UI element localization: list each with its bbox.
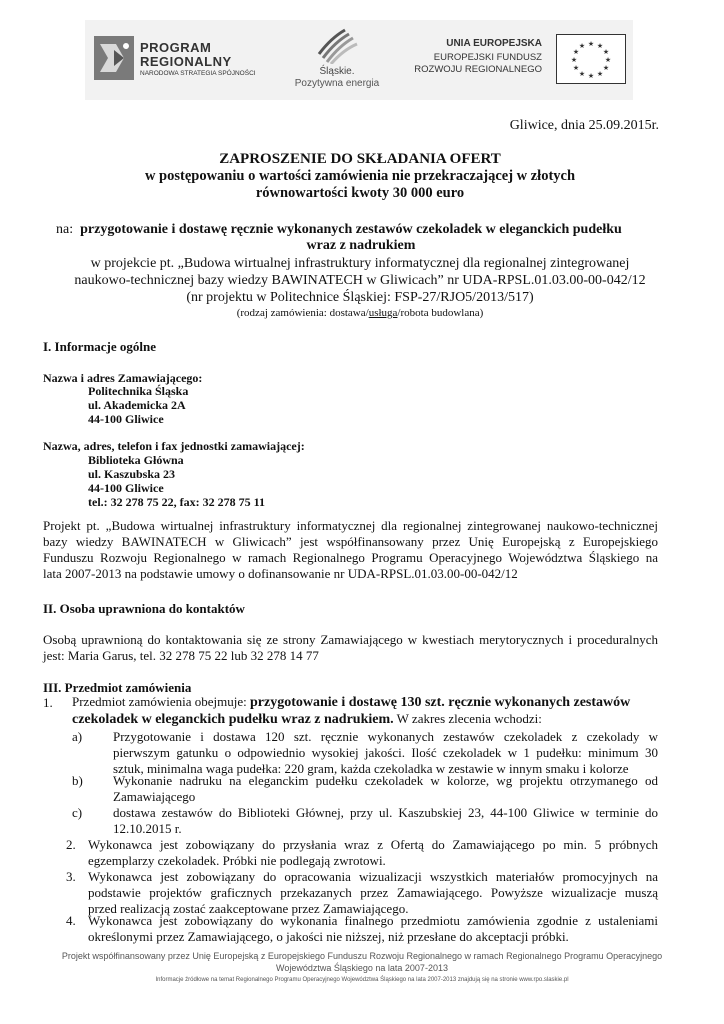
eu-flag-icon <box>556 34 626 84</box>
slaskie-line2: Pozytywna energia <box>294 78 380 89</box>
project-paragraph <box>43 518 658 582</box>
item1-bold2: czekoladek w eleganckich pudełku wraz z nadrukiem. <box>72 712 394 727</box>
svg-text:★: ★ <box>570 56 578 64</box>
program-logo-line2: REGIONALNY <box>140 54 232 69</box>
sub-a-line: Przygotowanie i dostawa 120 szt. ręcznie wykonanych zestawów czekoladek z czekolady w <box>113 729 658 744</box>
svg-text:★: ★ <box>578 42 586 50</box>
project-line1: w projekcie pt. „Budowa wirtualnej infrastruktury informatycznej dla regionalnej zintegrowanej <box>90 256 630 271</box>
date-line: Gliwice, dnia 25.09.2015r. <box>509 118 659 133</box>
program-logo-line3: NARODOWA STRATEGIA SPÓJNOŚCI <box>140 70 256 77</box>
svg-text:★: ★ <box>596 70 604 78</box>
svg-text:★: ★ <box>587 40 595 48</box>
sub-b-letter: b) <box>72 773 83 788</box>
title-line1: ZAPROSZENIE DO SKŁADANIA OFERT <box>219 151 501 167</box>
footer <box>20 950 704 985</box>
sub-b-text <box>113 773 658 805</box>
contact-paragraph <box>43 632 658 664</box>
svg-text:★: ★ <box>572 64 580 72</box>
item3-line: podstawie projektów graficznych przekazanych przez Zamawiającego. Powyższe wizualizacje muszą <box>88 885 658 900</box>
slaskie-logo <box>282 24 392 92</box>
ordering-party-address <box>88 384 188 426</box>
item4-line: określonymi przez Zamawiającego, o jakości nie niższej, niż przesłane do akceptacji próbki. <box>88 929 569 944</box>
sub-b-line: Wykonanie nadruku na eleganckim pudełku czekoladek w kolorze, wg projektu otrzymanego od <box>113 773 658 788</box>
section3-heading: III. Przedmiot zamówienia <box>43 680 192 695</box>
item1-line1 <box>72 693 662 711</box>
subject-line2: wraz z nadrukiem <box>306 238 416 253</box>
svg-text:★: ★ <box>602 48 610 56</box>
sub-c-letter: c) <box>72 805 83 820</box>
order-type-suffix: /robota budowlana) <box>397 307 484 319</box>
svg-text:★: ★ <box>602 64 610 72</box>
footer-line2: Województwa Śląskiego na lata 2007-2013 <box>276 963 448 973</box>
item1-line2 <box>72 710 662 728</box>
sub-a-text <box>113 729 658 777</box>
paragraph-line: bazy wiedzy BAWINATECH w Gliwicach” jest współfinansowany przez Unię Europejską z Europejskiego <box>43 534 658 549</box>
unit-address <box>88 453 265 509</box>
slaskie-line1: Śląskie. <box>319 66 355 77</box>
section2-heading: II. Osoba uprawniona do kontaktów <box>43 601 245 616</box>
item4-text <box>88 913 658 945</box>
item3-text <box>88 869 658 917</box>
paragraph-line: Projekt pt. „Budowa wirtualnej infrastruktury informatycznej dla regionalnej zintegrowanej naukowo-technicznej <box>43 518 658 533</box>
item2-line: egzemplarzy czekoladek. Próbki nie podlegają zwrotowi. <box>88 853 386 868</box>
slaskie-emblem-icon <box>315 26 359 64</box>
section1-heading: I. Informacje ogólne <box>43 339 157 354</box>
eu-line2: EUROPEJSKI FUNDUSZ <box>433 52 542 63</box>
title-line2: w postępowaniu o wartości zamówienia nie przekraczającej w złotych <box>144 168 576 184</box>
paragraph-line: lata 2007-2013 na podstawie umowy o dofinansowanie nr UDA-RPSL.01.03.00-00-042/12 <box>43 566 518 581</box>
sub-a-letter: a) <box>72 729 83 744</box>
item1-number: 1. <box>43 695 53 710</box>
program-regionalny-emblem-icon <box>94 36 134 80</box>
item1-suffix: W zakres zlecenia wchodzi: <box>396 711 542 726</box>
subject-text: przygotowanie i dostawę ręcznie wykonanych zestawów czekoladek w eleganckich pudełku <box>80 222 622 237</box>
program-regionalny-logo <box>92 30 262 90</box>
ordering-line: 44-100 Gliwice <box>88 412 164 426</box>
item1-bold1: przygotowanie i dostawę 130 szt. ręcznie wykonanych zestawów <box>249 695 631 710</box>
svg-text:★: ★ <box>572 48 580 56</box>
sub-c-text <box>113 805 658 837</box>
order-type-selected: usługa <box>368 307 398 319</box>
sub-c-line: dostawa zestawów do Biblioteki Głównej, przy ul. Kaszubskiej 23, 44-100 Gliwice w terminie do <box>113 805 658 820</box>
subject-line1 <box>56 222 666 238</box>
sub-a-line: pierwszym gatunku o odpowiednio wysokiej jakości. Ilość czekoladek w 1 pudełku: minimum 30 <box>113 745 658 760</box>
unit-label: Nazwa, adres, telefon i fax jednostki zamawiającej: <box>43 439 305 453</box>
item2-number: 2. <box>66 837 76 852</box>
unit-line: 44-100 Gliwice <box>88 481 164 495</box>
item3-number: 3. <box>66 869 76 884</box>
document-title <box>60 151 660 202</box>
project-line3: (nr projektu w Politechnice Śląskiej: FSP-27/RJO5/2013/517) <box>186 290 534 305</box>
unit-line: Biblioteka Główna <box>88 453 184 467</box>
eu-logo <box>400 30 630 90</box>
svg-text:★: ★ <box>604 56 612 64</box>
paragraph-line: Funduszu Rozwoju Regionalnego w ramach Regionalnego Programu Operacyjnego Województwa Śląskiego na <box>43 550 658 565</box>
eu-line1: UNIA EUROPEJSKA <box>446 38 542 49</box>
svg-text:★: ★ <box>578 70 586 78</box>
svg-text:★: ★ <box>587 72 595 80</box>
contact-line: jest: Maria Garus, tel. 32 278 75 22 lub 32 278 14 77 <box>43 648 319 663</box>
sub-a-line: sztuk, minimalna waga pudełka: 220 gram, każda czekoladka w zestawie w innym smaku i kolorze <box>113 761 629 776</box>
item1-prefix: Przedmiot zamówienia obejmuje: <box>72 694 247 709</box>
ordering-party-label: Nazwa i adres Zamawiającego: <box>43 371 203 385</box>
svg-text:★: ★ <box>596 42 604 50</box>
program-logo-line1: PROGRAM <box>140 40 212 55</box>
sub-c-line: 12.10.2015 r. <box>113 821 182 836</box>
order-type-prefix: (rodzaj zamówienia: dostawa/ <box>236 307 369 319</box>
unit-line: ul. Kaszubska 23 <box>88 467 176 481</box>
project-line2: naukowo-technicznej bazy wiedzy BAWINATECH w Gliwicach” nr UDA-RPSL.01.03.00-00-042/12 <box>74 273 646 288</box>
unit-line: tel.: 32 278 75 22, fax: 32 278 75 11 <box>88 495 265 509</box>
item4-line: Wykonawca jest zobowiązany do wykonania finalnego przedmiotu zamówienia zgodnie z ustaleniami <box>88 913 658 928</box>
contact-line: Osobą uprawnioną do kontaktowania się ze strony Zamawiającego w kwestiach merytorycznych i proceduralnych <box>43 632 658 647</box>
eu-line3: ROZWOJU REGIONALNEGO <box>414 64 542 75</box>
item2-text <box>88 837 658 869</box>
footer-line1: Projekt współfinansowany przez Unię Europejską z Europejskiego Funduszu Rozwoju Regionalnego w ramach Regionalnego Programu Operacyjnego <box>61 951 663 961</box>
footer-line3: Informacje źródłowe na temat Regionalnego Programu Operacyjnego Województwa Śląskiego na lata 2007-2013 znajdują się na stronie www.rpo.slaskie.pl <box>155 977 569 983</box>
ordering-line: ul. Akademicka 2A <box>88 398 186 412</box>
order-type <box>30 307 690 320</box>
item4-number: 4. <box>66 913 76 928</box>
item3-line: przed realizacją zostać zaakceptowane przez Zamawiającego. <box>88 901 409 916</box>
subject-prefix: na: <box>56 222 74 237</box>
title-line3: równowartości kwoty 30 000 euro <box>255 185 465 201</box>
item2-line: Wykonawca jest zobowiązany do przysłania wraz z Ofertą do Zamawiającego po min. 5 próbnych <box>88 837 658 852</box>
sub-b-line: Zamawiającego <box>113 789 196 804</box>
item3-line: Wykonawca jest zobowiązany do opracowania wizualizacji wszystkich materiałów promocyjnych na <box>88 869 658 884</box>
ordering-line: Politechnika Śląska <box>88 384 189 398</box>
